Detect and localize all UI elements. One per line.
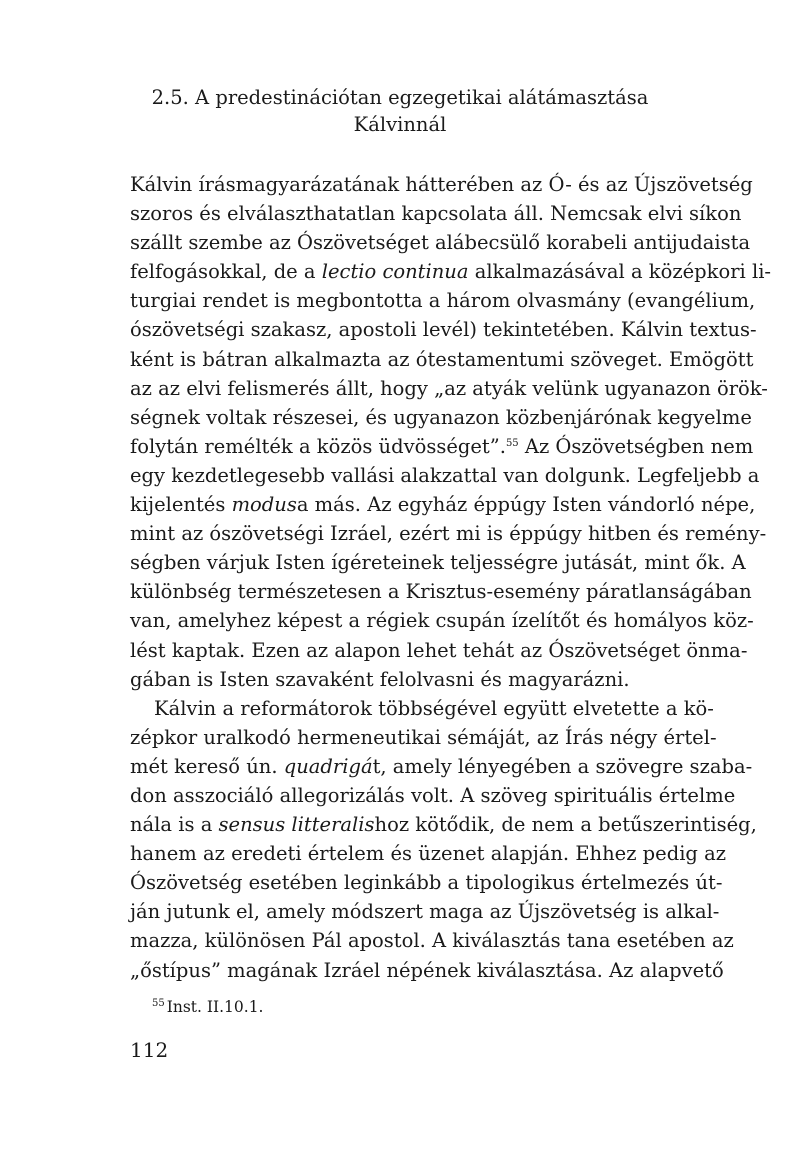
footnote-number: 55 [152,998,165,1009]
paragraph [130,694,757,985]
text-line [130,636,748,665]
footnote-reference: 55 [505,437,519,449]
text-line [130,926,734,955]
body-text [130,170,772,985]
text-line [130,548,746,577]
page-number: 112 [130,1038,169,1062]
text-line [130,199,742,228]
footnote [152,996,264,1018]
text-run: „őstípus” magának Izráel népének kiválasztása. Az alapvető [130,958,724,982]
text-run: Kálvin írásmagyarázatának hátterében az Ó- és az Újszövetség [130,173,753,196]
text-line [130,781,736,810]
section-heading-line-1: 2.5. A predestinációtan egzegetikai alátámasztása [151,86,649,109]
text-line [130,170,753,199]
text-line [130,694,714,723]
text-line [130,723,717,752]
text-run: Az Ószövetségben nem [518,434,754,458]
text-line [130,839,727,868]
section-heading-line-2: Kálvinnál [353,113,447,136]
text-run: Kálvin a reformátorok többségével együtt elvetette a kö- [154,696,714,720]
text-run: kijelentés [130,493,232,517]
text-line [130,665,702,694]
text-line [130,432,754,461]
text-run: szoros és elválaszthatatlan kapcsolata áll. Nemcsak elvi síkon [130,202,742,226]
italic-term: modus [231,493,297,517]
italic-term: quadrigá [283,754,373,778]
text-run: mint az ószövetségi Izráel, ezért mi is éppúgy hitben és remény- [130,522,767,546]
text-line [130,315,757,344]
text-run: ószövetségi szakasz, apostoli levél) tekintetében. Kálvin textus- [130,318,757,342]
text-run: turgiai rendet is megbontotta a három olvasmány (evangélium, [130,289,756,313]
text-run: van, amelyhez képest a régiek csupán ízelítőt és homályos köz- [130,609,754,633]
text-run: ján jutunk el, amely módszert maga az Újszövetség is alkal- [130,900,720,924]
text-line [130,519,767,548]
text-run: ként is bátran alkalmazta az ótestamentumi szöveget. Emögött [130,347,754,371]
text-line [130,257,772,286]
text-run: különbség természetesen a Krisztus-esemény páratlanságában [130,580,752,604]
text-run: felfogásokkal, de a [130,260,322,284]
text-run: don asszociáló allegorizálás volt. A szöveg spirituális értelme [130,783,736,807]
text-run: mazza, különösen Pál apostol. A kiválasztás tana esetében az [130,929,734,953]
text-run: gában is Isten szavaként felolvasni és magyarázni. [130,667,630,691]
text-line [130,403,752,432]
text-run: egy kezdetlegesebb vallási alakzattal van dolgunk. Legfeljebb a [130,463,760,487]
text-run: folytán remélték a közös üdvösséget”. [130,434,506,458]
text-run: hanem az eredeti értelem és üzenet alapján. Ehhez pedig az [130,842,727,866]
text-line [130,228,751,257]
text-line [130,374,768,403]
text-line [130,810,757,839]
section-heading [130,84,670,138]
text-run: mét kereső ún. [130,754,284,778]
footnote-text: Inst. II.10.1. [166,998,264,1016]
text-run: hoz kötődik, de nem a betűszerintiség, [374,813,757,837]
text-run: Ószövetség esetében leginkább a tipologikus értelmezés út- [130,871,723,895]
text-line [130,577,752,606]
italic-term: lectio continua [321,260,469,284]
paragraph [130,170,772,694]
text-run: lést kaptak. Ezen az alapon lehet tehát az Ószövetséget önma- [130,638,748,662]
text-run: alkalmazásával a középkori li- [468,260,772,284]
text-run: nála is a [130,813,219,837]
italic-term: sensus litteralis [218,813,375,837]
text-line [130,868,723,897]
text-line [130,956,724,985]
text-line [130,286,756,315]
text-run: t, amely lényegében a szövegre szaba- [372,754,753,778]
text-line [130,752,753,781]
text-line [130,461,760,490]
text-line [130,345,754,374]
text-run: az az elvi felismerés állt, hogy „az atyák velünk ugyanazon örök- [130,376,768,400]
text-run: a más. Az egyház éppúgy Isten vándorló népe, [296,493,756,517]
text-line [130,897,720,926]
text-run: szállt szembe az Ószövetséget alábecsülő korabeli antijudaista [130,231,751,255]
text-run: zépkor uralkodó hermeneutikai sémáját, az Írás négy értel- [130,725,717,749]
text-run: ségnek voltak részesei, és ugyanazon közbenjárónak kegyelme [130,405,752,429]
text-line [130,606,754,635]
text-line [130,490,756,519]
text-run: ségben várjuk Isten ígéreteinek teljességre jutását, mint ők. A [130,551,746,575]
